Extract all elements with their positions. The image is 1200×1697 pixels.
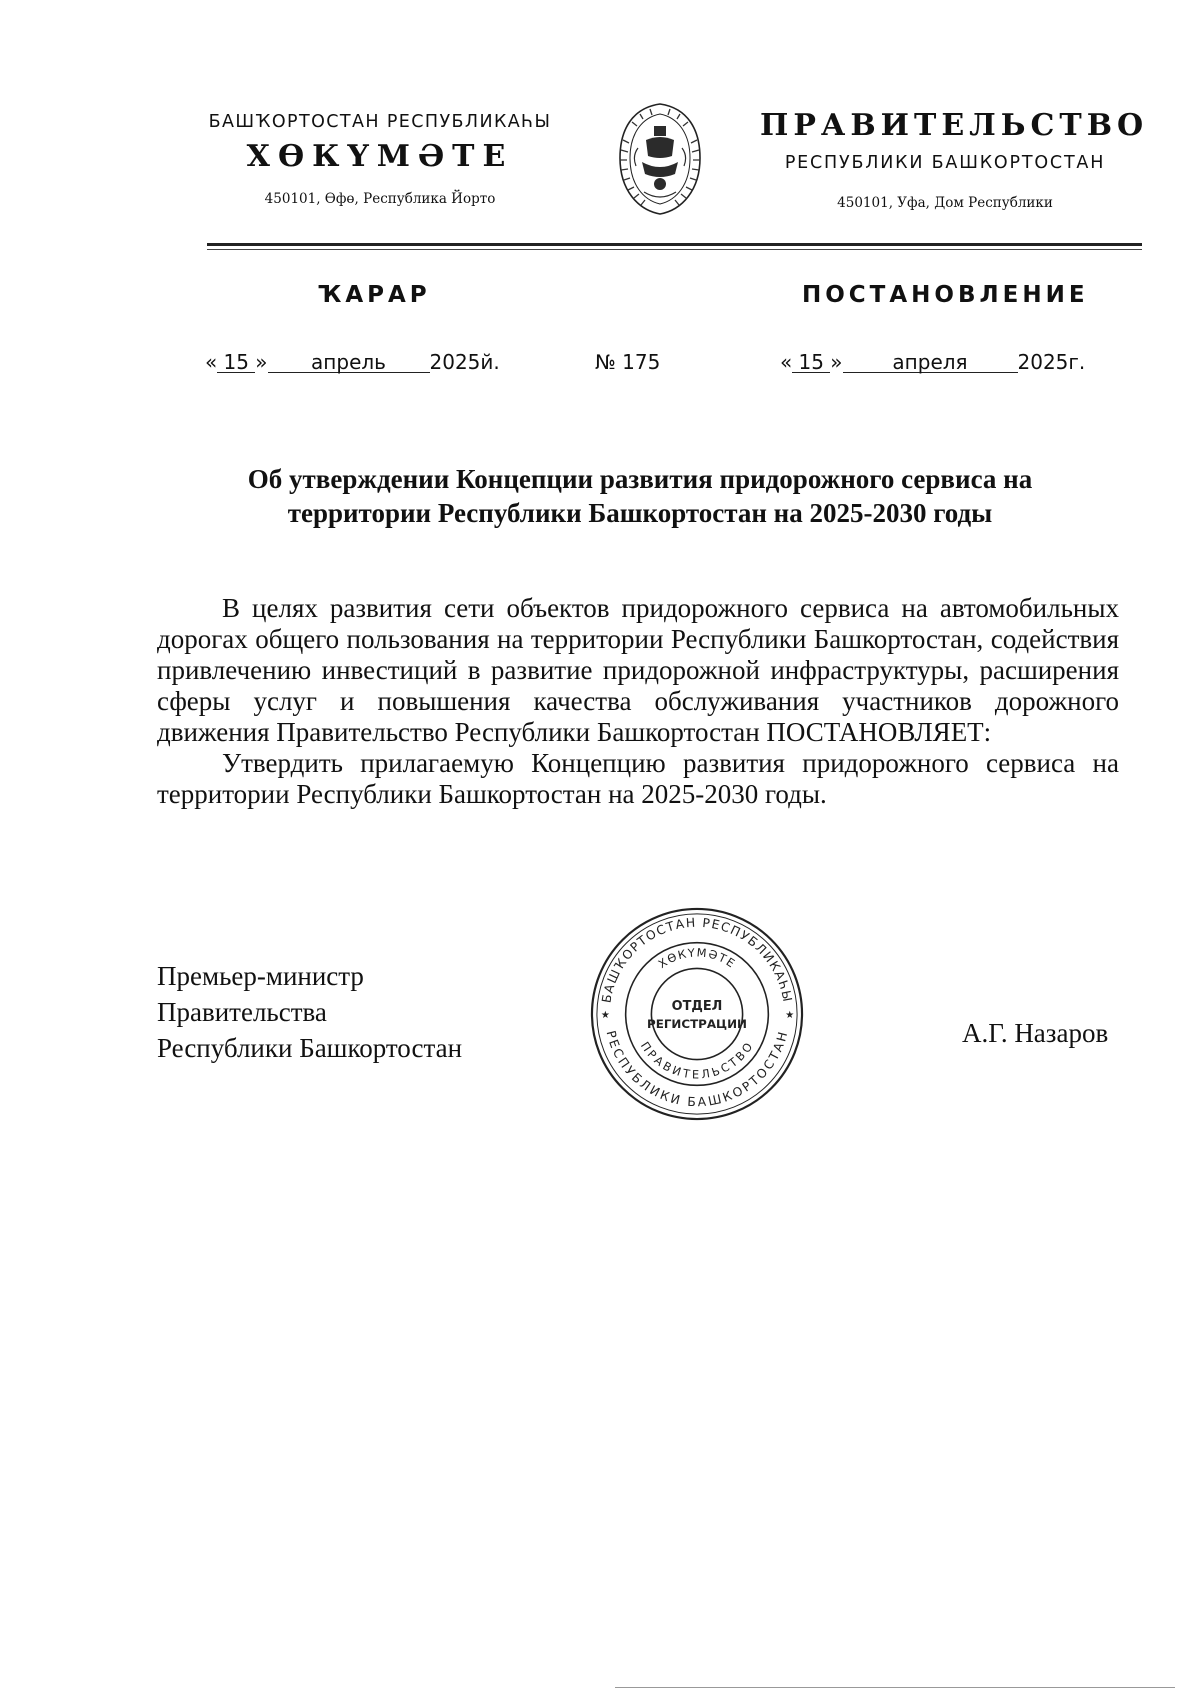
- stamp-outer-bottom-text: РЕСПУБЛИКИ БАШКОРТОСТАН: [603, 1029, 791, 1110]
- date-month: апреля: [843, 352, 1018, 373]
- page-bottom-line: [615, 1687, 1175, 1688]
- position-line-2: Правительства: [157, 997, 327, 1027]
- org-name-bashkir: БАШҠОРТОСТАН РЕСПУБЛИКАҺЫ: [208, 112, 552, 132]
- doc-type-russian: ПОСТАНОВЛЕНИЕ: [802, 282, 1089, 308]
- stamp-star-left: ★: [600, 1009, 610, 1021]
- signatory-position: [157, 958, 462, 1066]
- letterhead-bashkir: [190, 112, 570, 207]
- date-year: 2025г.: [1017, 350, 1086, 374]
- header-divider-thin: [207, 249, 1142, 250]
- title-line-2: территории Республики Башкортостан на 2025-2030 годы: [287, 498, 993, 528]
- quote-close: »: [830, 350, 843, 374]
- body-paragraph-1: В целях развития сети объектов придорожного сервиса на автомобильных дорогах общего пользования на территории Республики Башкортостан, содействия привлечению инвестиций в развитие придорожной инфраструктуры, расширения сферы услуг и повышения качества обслуживания участников дорожного движения Правительство Республики Башкортостан ПОСТАНОВЛЯЕТ:: [157, 593, 1119, 747]
- title-line-1: Об утверждении Концепции развития придорожного сервиса на: [247, 464, 1033, 494]
- date-bashkir: [205, 350, 500, 374]
- address-bashkir: 450101, Өфө, Республика Йорто: [264, 191, 496, 207]
- signatory-name: А.Г. Назаров: [962, 1018, 1109, 1048]
- quote-close: »: [255, 350, 268, 374]
- government-title-russian: ПРАВИТЕЛЬСТВО: [760, 108, 1149, 143]
- stamp-inner-bottom-path: ПРАВИТЕЛЬСТВО: [637, 1039, 757, 1082]
- stamp-center-line-1: ОТДЕЛ: [671, 999, 723, 1015]
- date-russian: [780, 350, 1085, 374]
- document-number: № 175: [595, 350, 661, 374]
- quote-open: «: [205, 350, 218, 374]
- document-body: [157, 593, 1119, 810]
- stamp-outer-top-text: БАШҠОРТОСТАН РЕСПУБЛИКАҺЫ: [599, 915, 795, 1005]
- government-title-bashkir: ХӨКҮМӘТЕ: [246, 139, 514, 174]
- quote-open: «: [780, 350, 793, 374]
- letterhead-russian: [760, 108, 1149, 211]
- date-year: 2025й.: [429, 350, 500, 374]
- doc-type-bashkir: ҠАРАР: [318, 282, 431, 308]
- stamp-center-line-2: РЕГИСТРАЦИИ: [647, 1016, 747, 1031]
- date-day: 15: [792, 352, 830, 373]
- coat-of-arms-icon: [610, 100, 710, 218]
- registration-stamp: [588, 905, 806, 1123]
- org-name-russian: РЕСПУБЛИКИ БАШКОРТОСТАН: [784, 153, 1106, 173]
- stamp-star-right: ★: [785, 1009, 795, 1021]
- date-month: апрель: [268, 352, 430, 373]
- stamp-inner-top-path: ХӨКҮМӘТЕ: [655, 945, 739, 972]
- header-divider-thick: [207, 243, 1142, 246]
- body-paragraph-2: Утвердить прилагаемую Концепцию развития придорожного сервиса на территории Республики Башкортостан на 2025-2030 годы.: [157, 748, 1119, 809]
- position-line-1: Премьер-министр: [157, 961, 364, 991]
- document-title: [160, 462, 1120, 530]
- date-day: 15: [217, 352, 255, 373]
- address-russian: 450101, Уфа, Дом Республики: [837, 195, 1053, 211]
- position-line-3: Республики Башкортостан: [157, 1033, 463, 1063]
